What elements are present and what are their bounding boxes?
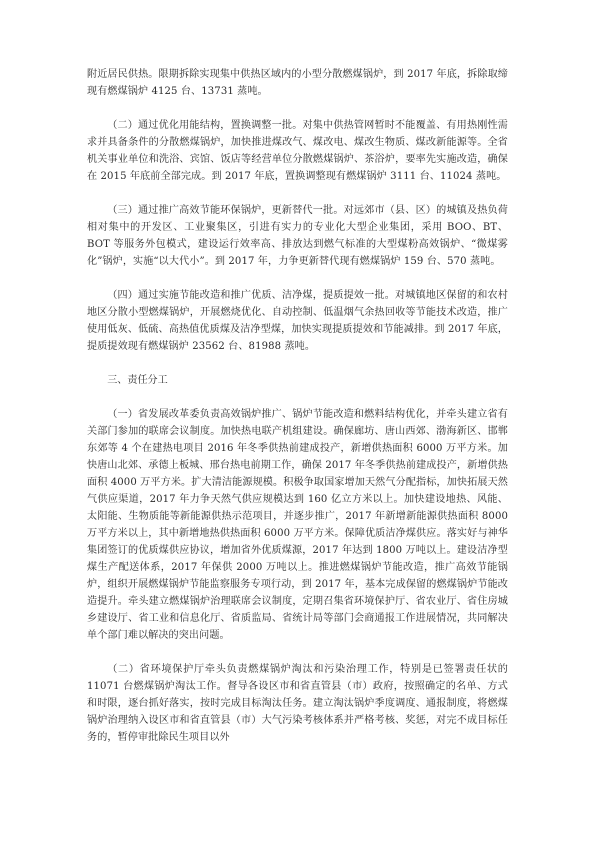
- paragraph-item-2: （二）通过优化用能结构，置换调整一批。对集中供热管网暂时不能覆盖、有用热刚性需求并具备条件的分散燃煤锅炉，加快推进煤改气、煤改电、煤改生物质、煤改新能源等。全省机关事业单位和洗浴、宾馆、饭店等经营单位分散燃煤锅炉、茶浴炉，要率先实施改造，确保在 2015 年底前全部完成。到 2017 年底，置换调整现有燃煤锅炉 3111 台、11024 蒸吨。: [87, 120, 508, 182]
- paragraph-continued: 附近居民供热。限期拆除实现集中供热区域内的小型分散燃煤锅炉，到 2017 年底，拆除取缔现有燃煤锅炉 4125 台、13731 蒸吨。: [87, 69, 508, 97]
- paragraph-responsibility-1: （一）省发展改革委负责高效锅炉推广、锅炉节能改造和燃料结构优化，并牵头建立省有关部门参加的联席会议制度。加快热电联产机组建设。确保廊坊、唐山西郊、渤海新区、邯郸东郊等 4 个在建热电项目 2016 年冬季供热前建成投产，新增供热面积 6000 万平方米。加快唐山北郊、承德上板城、邢台热电前期工作，确保 2017 年冬季供热前建成投产，新增供热面积 4000 万平方米。扩大清洁能源规模。积极争取国家增加天然气分配指标，加快拓展天然气供应渠道，2017 年力争天然气供应规模达到 160 亿立方米以上。加快建设地热、风能、太阳能、生物质能等新能源供热示范项目，并逐步推广，2017 年新增新能源供热面积 8000 万平方米以上，其中新增地热供热面积 6000 万平方米。保障优质洁净煤供应。落实好与神华集团签订的优质煤供应协议，增加省外优质煤源，2017 年达到 1800 万吨以上。建设洁净型煤生产配送体系，2017 年保供 2000 万吨以上。推进燃煤锅炉节能改造，推广高效节能锅炉，组织开展燃煤锅炉节能监察服务专项行动，到 2017 年，基本完成保留的燃煤锅炉节能改造提升。牵头建立燃煤锅炉治理联席会议制度，定期召集省环境保护厅、省农业厅、省住房城乡建设厅、省工业和信息化厅、省质监局、省统计局等部门会商通报工作进展情况，共同解决单个部门难以解决的突出问题。: [87, 409, 508, 641]
- paragraph-item-3: （三）通过推广高效节能环保锅炉，更新替代一批。对远郊市（县、区）的城镇及热负荷相对集中的开发区、工业聚集区，引进有实力的专业化大型企业集团，采用 BOO、BT、BOT 等服务外包模式，建设运行效率高、排放达到燃气标准的大型煤粉高效锅炉、“微煤雾化”锅炉，实施“以大代小”。到 2017 年，力争更新替代现有燃煤锅炉 159 台、570 蒸吨。: [87, 205, 508, 267]
- paragraph-item-4: （四）通过实施节能改造和推广优质、洁净煤，提质提效一批。对城镇地区保留的和农村地区分散小型燃煤锅炉，开展燃烧优化、自动控制、低温烟气余热回收等节能技术改造，推广使用低灰、低硫、高热值优质煤及洁净型煤，加快实现提质提效和节能减排。到 2017 年底，提质提效现有燃煤锅炉 23562 台、81988 蒸吨。: [87, 290, 508, 352]
- section-heading: 三、责任分工: [107, 375, 168, 386]
- paragraph-responsibility-2: （二）省环境保护厅牵头负责燃煤锅炉淘汰和污染治理工作，特别是已签署责任状的 11071 台燃煤锅炉淘汰工作。督导各设区市和省直管县（市）政府，按照确定的名单、方式和时限，逐台抓好落实，按时完成目标淘汰任务。建立淘汰锅炉季度调度、通报制度，将燃煤锅炉治理纳入设区市和省直管县（市）大气污染考核体系并严格考核、奖惩，对完不成目标任务的，暂停审批除民生项目以外: [87, 664, 508, 743]
